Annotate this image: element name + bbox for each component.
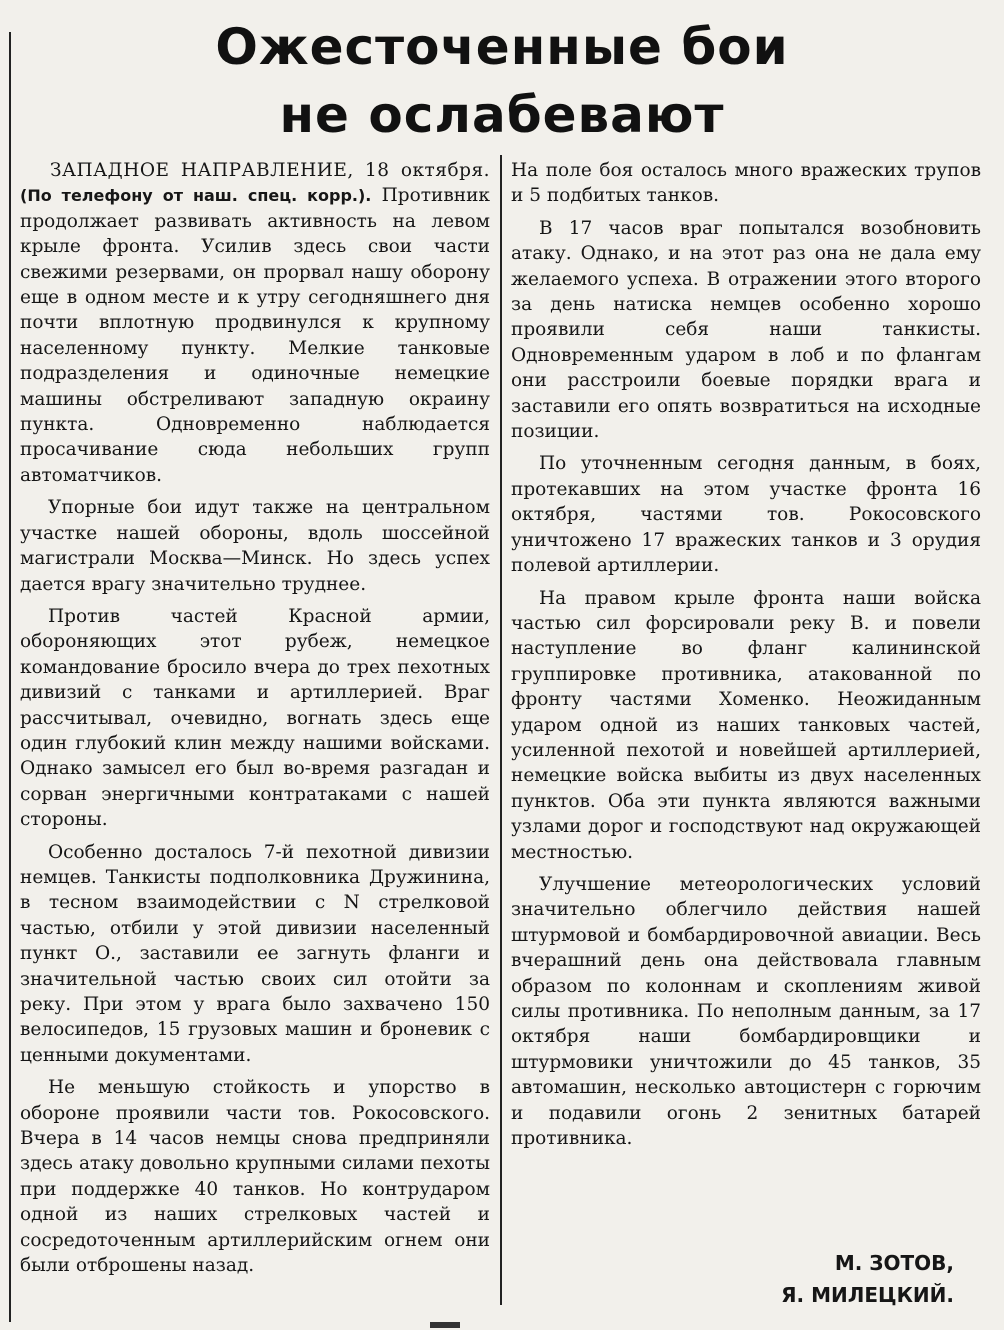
source-note: (По телефону от наш. спец. корр.).: [20, 186, 372, 206]
article-paragraph: Не меньшую стойкость и упорство в обороне проявили части тов. Рокосовского. Вчера в 14 часов немцы снова предприняли здесь атаку довольно крупными силами пехоты при поддержке 40 танков. Но контрударом одной из наших стрелковых частей и сосредоточенным артиллерийским огнем они были отброшены назад.: [20, 1077, 490, 1277]
left-column: [20, 158, 490, 1285]
article-paragraph: На правом крыле фронта наши войска частью сил форсировали реку В. и повели наступление во фланг калининской группировке противника, атакованной по фронту частями Хоменко. Неожиданным ударом одной из наших танковых частей, усиленной пехотой и новейшей артиллерией, немецкие войска выбиты из двух населенных пунктов. Оба эти пункта являются важными узлами дорог и господствуют над окружающей местностью.: [511, 587, 981, 863]
paragraph-text: Противник продолжает развивать активность на левом крыле фронта. Усилив здесь свои части свежими резервами, он прорвал нашу оборону еще в одном месте и к утру сегодняшнего дня почти вплотную продвинулся к крупному населенному пункту. Мелкие танковые подразделения и одиночные немецкие машины обстреливают западную окраину пункта. Одновременно наблюдается просачивание сюда небольших групп автоматчиков.: [20, 185, 490, 486]
page-cut-mark: [430, 1322, 460, 1328]
article-paragraph: [20, 158, 490, 488]
article-paragraph: Особенно досталось 7-й пехотной дивизии немцев. Танкисты подполковника Дружинина, в тесном взаимодействии с N стрелковой частью, отбили у этой дивизии населенный пункт О., заставили ее загнуть фланги и значительной частью своих сил отойти за реку. При этом у врага было захвачено 150 велосипедов, 15 грузовых машин и броневик с ценными документами.: [20, 841, 490, 1066]
author-signature-1: М. ЗОТОВ,: [834, 1251, 954, 1275]
article-paragraph: Улучшение метеорологических условий значительно облегчило действия нашей штурмовой и бомбардировочной авиации. Весь вчерашний день она действовала главным образом по колоннам и скоплениям живой силы противника. По неполным данным, за 17 октября наши бомбардировщики и штурмовики уничтожили до 45 танков, 35 автомашин, несколько автоцистерн с горючим и подавили огонь 2 зенитных батарей противника.: [511, 873, 981, 1150]
column-divider-rule: [500, 155, 502, 1305]
article-paragraph: На поле боя осталось много вражеских трупов и 5 подбитых танков.: [511, 160, 981, 207]
article-paragraph: Против частей Красной армии, обороняющих этот рубеж, немецкое командование бросило вчера до трех пехотных дивизий с танками и артиллерией. Враг рассчитывал, очевидно, вогнать здесь еще один глубокий клин между нашими войсками. Однако замысел его был во-время разгадан и сорван энергичными контратаками с нашей стороны.: [20, 605, 490, 831]
left-margin-rule: [9, 32, 11, 1322]
author-signature-2: Я. МИЛЕЦКИЙ.: [781, 1283, 954, 1307]
right-column: [511, 158, 981, 1158]
article-paragraph: По уточненным сегодня данным, в боях, протекавших на этом участке фронта 16 октября, частями тов. Рокосовского уничтожено 17 вражеских танков и 3 орудия полевой артиллерии.: [511, 453, 981, 577]
headline-line-2: не ослабевают: [279, 86, 725, 144]
headline-line-1: Ожесточенные бои: [215, 18, 789, 76]
article-paragraph: Упорные бои идут также на центральном участке нашей обороны, вдоль шоссейной магистрали Москва—Минск. Но здесь успех дается врагу значительно труднее.: [20, 497, 490, 595]
dateline: ЗАПАДНОЕ НАПРАВЛЕНИЕ, 18 октября.: [50, 160, 490, 181]
article-paragraph: В 17 часов враг попытался возобновить атаку. Однако, и на этот раз она не дала ему желаемого успеха. В отражении этого второго за день натиска немцев особенно хорошо проявили себя наши танкисты. Одновременным ударом в лоб и по флангам они расстроили боевые порядки врага и заставили его опять возвратиться на исходные позиции.: [511, 217, 981, 443]
